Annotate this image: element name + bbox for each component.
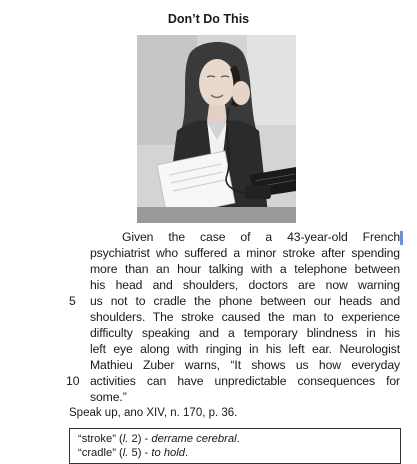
woman-on-telephone-photo	[137, 35, 296, 223]
glossary-end: .	[184, 447, 189, 459]
article-line-11: some.”	[90, 390, 127, 404]
page-title: Don’t Do This	[167, 12, 250, 26]
article-line-7: difficulty speaking and a temporary blindness in his	[90, 326, 400, 340]
glossary-entry	[78, 432, 392, 446]
glossary-dash: -	[141, 433, 152, 445]
source-citation: Speak up, ano XIV, n. 170, p. 36.	[69, 407, 238, 419]
article-line-2: psychiatrist who suffered a minor stroke after spending	[90, 246, 400, 260]
glossary-dash: -	[141, 447, 152, 459]
glossary-ref-num: 5)	[128, 447, 142, 459]
article-line-3: more than an hour talking with a telephone between	[90, 262, 400, 276]
text-cursor	[400, 231, 403, 245]
glossary-ref-open: (	[115, 433, 123, 445]
article-line-1: Given the case of a 43-year-old French	[122, 230, 400, 244]
glossary-box	[69, 428, 401, 464]
glossary-term: “stroke”	[78, 433, 116, 445]
line-number-10: 10	[66, 374, 80, 388]
article-line-8: left eye along with ringing in his left ear. Neurologist	[90, 342, 400, 356]
article-line-10: activities can have unpredictable consequences for	[90, 374, 400, 388]
article-line-5: us not to cradle the phone between our heads and	[90, 294, 400, 308]
article-line-4: his head and shoulders, doctors are now warning	[90, 278, 400, 292]
glossary-term: “cradle”	[78, 447, 116, 459]
glossary-definition: to hold	[151, 447, 185, 459]
article-line-9: Mathieu Zuber warns, “It shows us how everyday	[90, 358, 400, 372]
glossary-ref-open: (	[115, 447, 123, 459]
line-number-5: 5	[69, 294, 76, 308]
glossary-ref: l.	[122, 433, 129, 445]
article-line-6: shoulders. The stroke caused the man to experience	[90, 310, 400, 324]
glossary-ref-num: 2)	[128, 433, 142, 445]
glossary-ref: l.	[122, 447, 129, 459]
glossary-end: .	[236, 433, 240, 445]
glossary-entry	[78, 446, 392, 460]
glossary-definition: derrame cerebral	[151, 433, 237, 445]
